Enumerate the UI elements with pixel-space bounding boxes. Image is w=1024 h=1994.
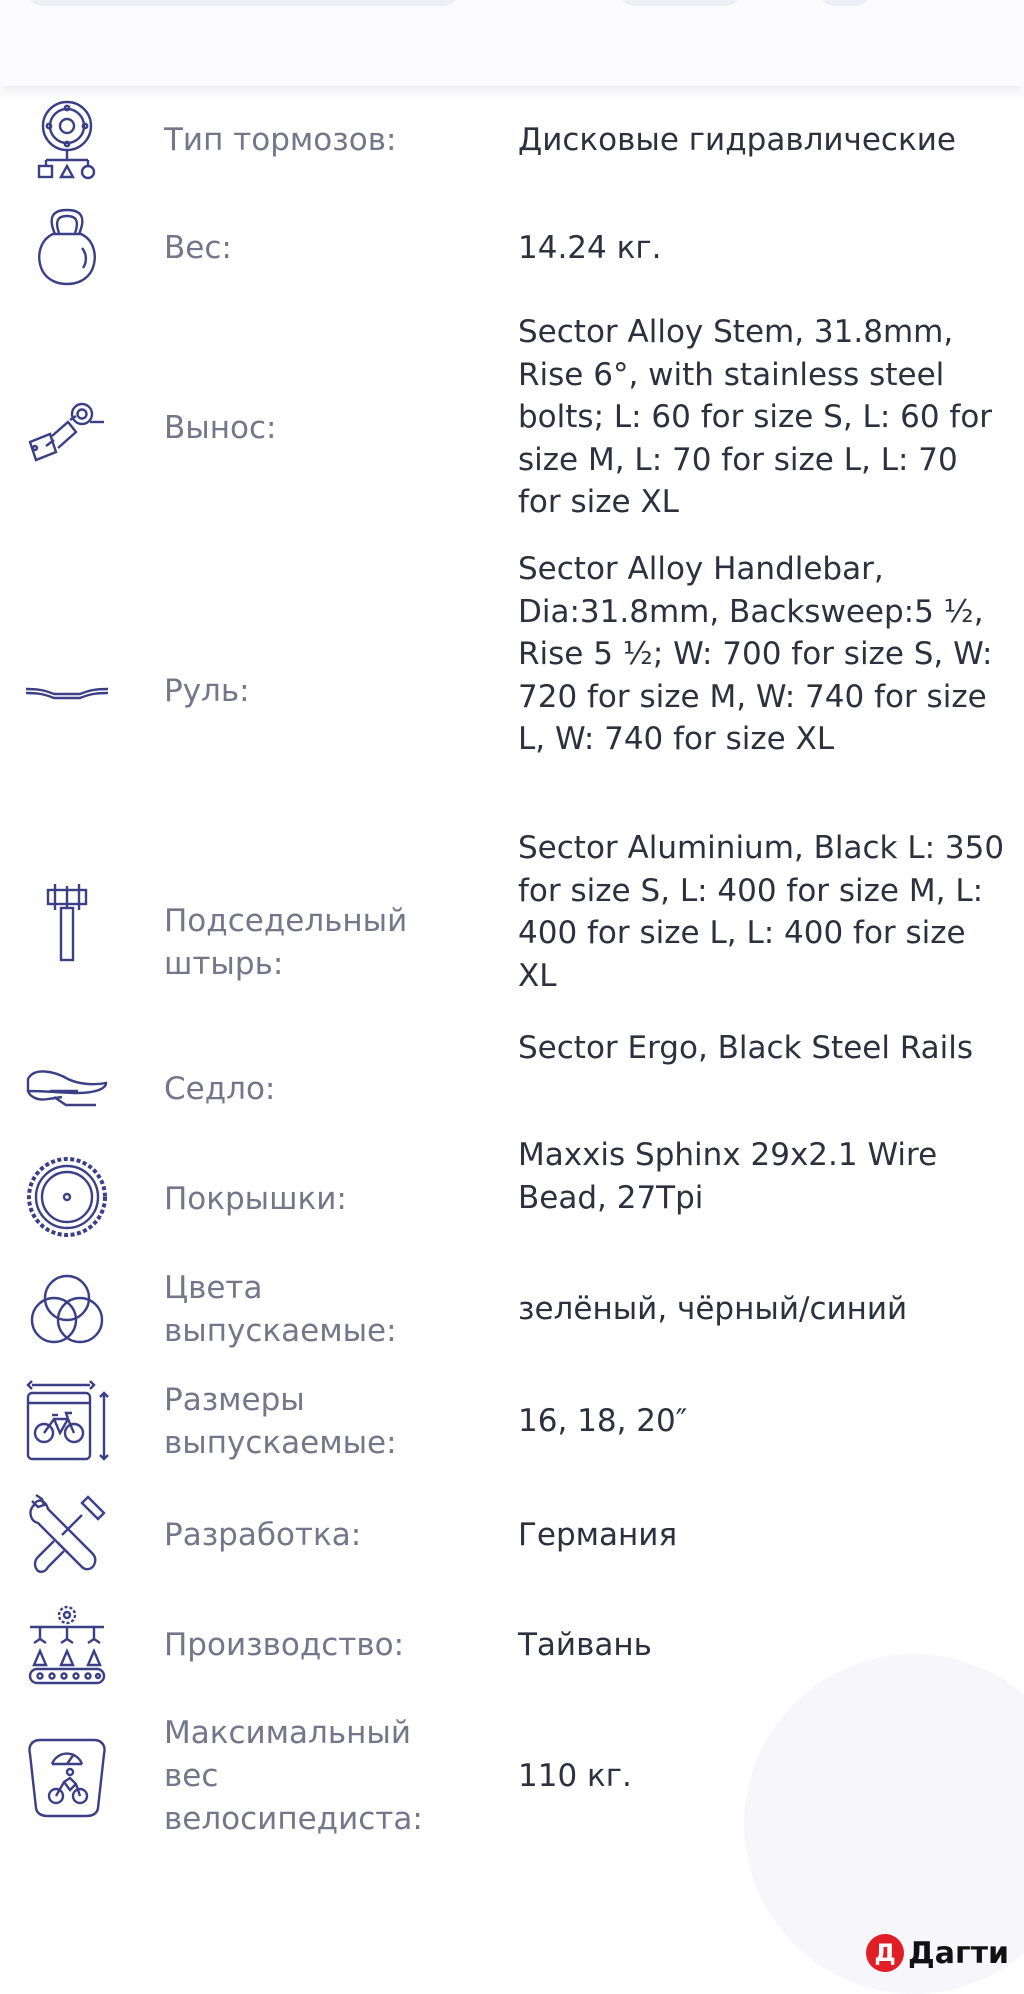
spec-row-design	[0, 1480, 1024, 1590]
spec-value: 110 кг.	[518, 1758, 632, 1794]
spec-label: Производство:	[164, 1627, 405, 1663]
bike-size-icon	[24, 1379, 110, 1465]
scale-cyclist-icon	[24, 1734, 110, 1820]
spec-value: Германия	[518, 1517, 678, 1553]
kettlebell-icon	[24, 204, 110, 290]
tire-icon	[24, 1154, 110, 1240]
spec-value: Тайвань	[518, 1627, 652, 1663]
spec-row-tires	[0, 1137, 1024, 1255]
factory-icon	[24, 1603, 110, 1689]
seatpost-icon	[24, 878, 110, 964]
spec-row-brakes	[0, 86, 1024, 194]
spec-value: Sector Alloy Stem, 31.8mm, Rise 6°, with stainless steel bolts; L: 60 for size S, L: 60 for size M, L: 70 for size L, L: 70 for size XL	[518, 314, 993, 520]
spec-value: 14.24 кг.	[518, 230, 662, 266]
spec-value: Maxxis Sphinx 29x2.1 Wire Bead, 27Tpi	[518, 1137, 938, 1216]
spec-value: Sector Ergo, Black Steel Rails	[518, 1030, 974, 1066]
spec-label: Покрышки:	[164, 1181, 347, 1217]
spec-label: Вынос:	[164, 410, 277, 446]
color-circles-icon	[24, 1267, 110, 1353]
spec-row-weight	[0, 194, 1024, 306]
spec-value: зелёный, чёрный/синий	[518, 1291, 908, 1327]
spec-value: Sector Alloy Handlebar, Dia:31.8mm, Backsweep:5 ½, Rise 5 ½; W: 700 for size S, W: 720 for size M, W: 740 for size L, W: 740 for size XL	[518, 551, 993, 757]
spec-label: Цвета выпускаемые:	[164, 1270, 397, 1349]
brand-mark: Д	[866, 1934, 904, 1972]
handlebar-icon	[24, 648, 110, 734]
spec-label: Разработка:	[164, 1517, 362, 1553]
brand-name: Дагти	[908, 1935, 1010, 1971]
spec-row-handlebar	[0, 551, 1024, 831]
spec-label: Тип тормозов:	[164, 122, 397, 158]
spec-value: Дисковые гидравлические	[518, 122, 956, 158]
spec-row-sizes	[0, 1367, 1024, 1480]
spec-row-stem	[0, 306, 1024, 551]
spec-row-production	[0, 1590, 1024, 1700]
spec-label: Седло:	[164, 1071, 276, 1107]
spec-value: Sector Aluminium, Black L: 350 for size S, L: 400 for size M, L: 400 for size L, L: 400 for size XL	[518, 830, 1005, 994]
spec-label: Размеры выпускаемые:	[164, 1382, 397, 1461]
stem-icon	[24, 386, 110, 472]
spec-label: Подседельный штырь:	[164, 903, 408, 982]
saddle-icon	[24, 1045, 110, 1131]
spec-label: Вес:	[164, 230, 232, 266]
brand-logo[interactable]	[866, 1932, 1009, 1974]
brake-disc-icon	[24, 96, 110, 182]
spec-value: 16, 18, 20″	[518, 1403, 688, 1439]
spec-list	[0, 86, 1024, 1860]
top-strip	[0, 0, 1024, 86]
spec-row-colors	[0, 1255, 1024, 1367]
spec-label: Руль:	[164, 673, 250, 709]
spec-row-max-weight	[0, 1700, 1024, 1860]
spec-label: Максимальный вес велосипедиста:	[164, 1715, 423, 1837]
spec-row-saddle	[0, 1031, 1024, 1143]
tools-icon	[24, 1491, 110, 1577]
spec-row-seatpost	[0, 831, 1024, 1031]
